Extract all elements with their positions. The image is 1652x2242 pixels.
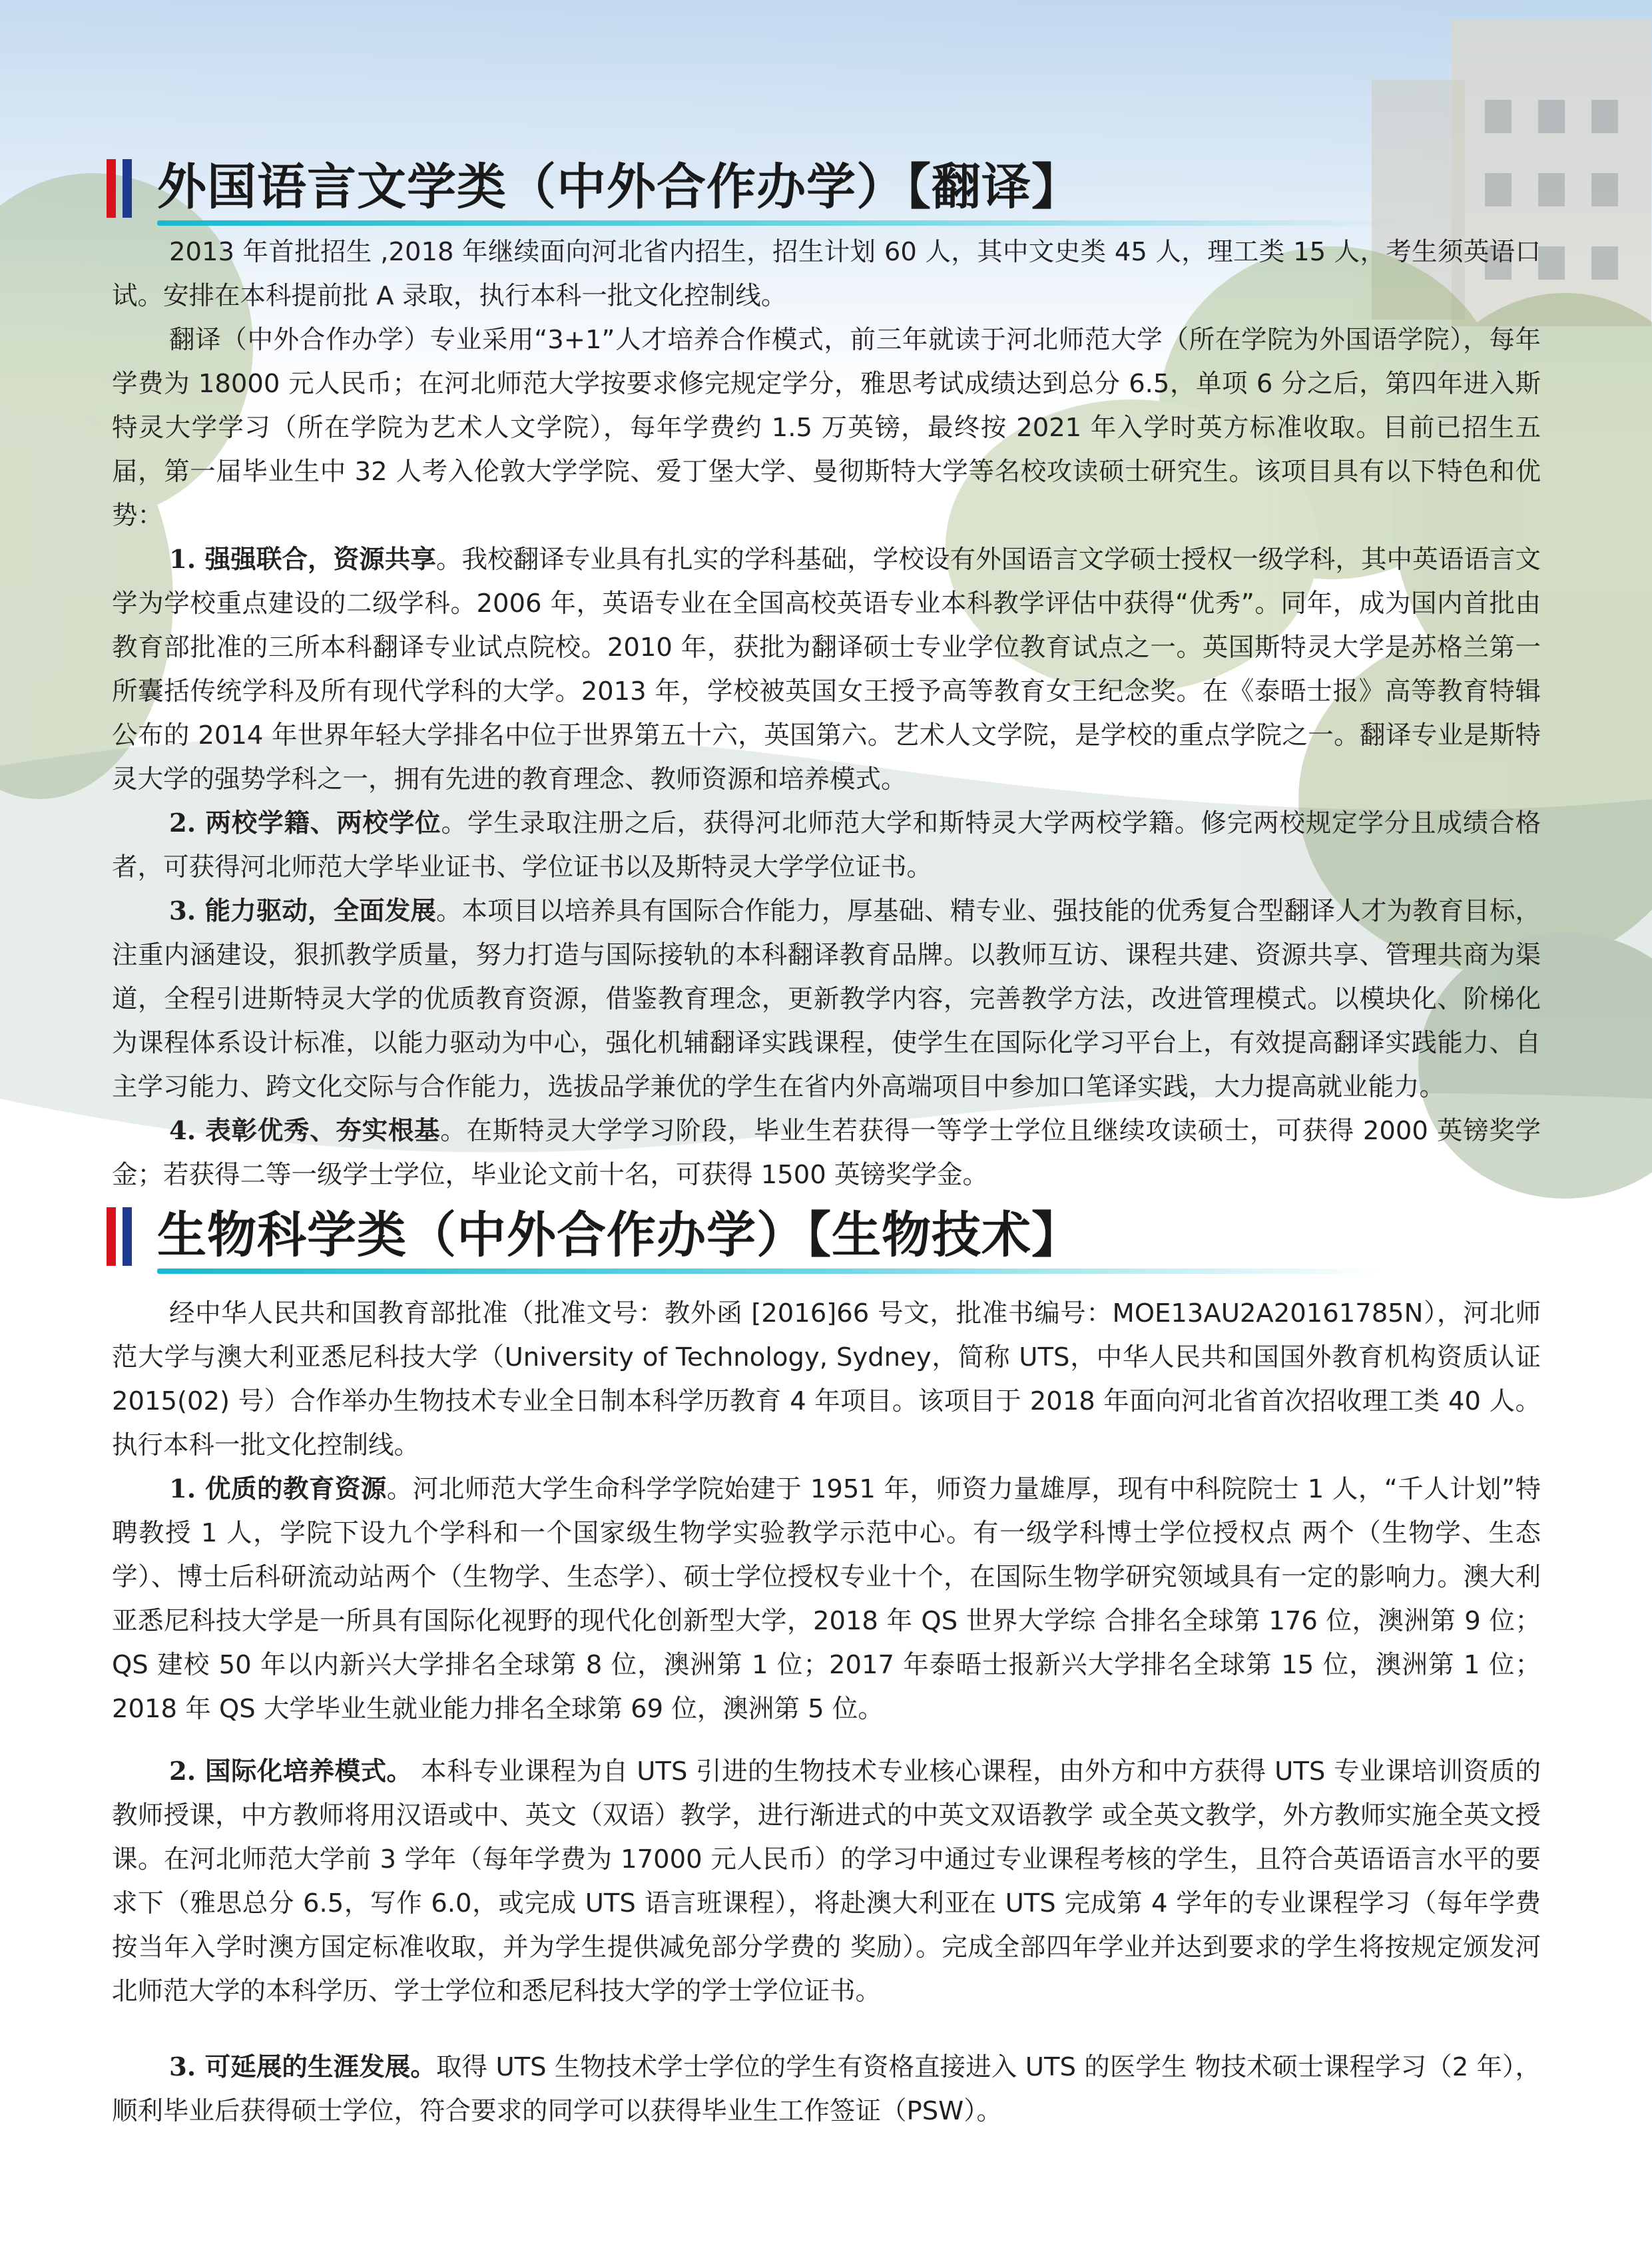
feature-title: 2. 两校学籍、两校学位 (169, 808, 441, 838)
section2-title: 生物科学类（中外合作办学）【生物技术】 (157, 1207, 1081, 1264)
section1-title-underline (157, 220, 1402, 226)
feature-text: 取得 UTS 生物技术学士学位的学生有资格直接进入 UTS 的医学生 物技术硕士课程学习（2 年），顺利毕业后获得硕士学位，符合要求的同学可以获得毕业生工作签证（PSW）。 (112, 2052, 1541, 2126)
section2-header (107, 1203, 1412, 1276)
section1-feature-2 (112, 802, 1541, 890)
section2-feature-3 (112, 2046, 1541, 2133)
red-accent-bar (107, 1207, 116, 1266)
section1-paragraph: 2013 年首批招生 ,2018 年继续面向河北省内招生，招生计划 60 人，其中文史类 45 人，理工类 15 人，考生须英语口试。安排在本科提前批 A 录取，执行本科一批文化控制线。 (112, 237, 1541, 311)
feature-title: 4. 表彰优秀、夯实根基 (169, 1116, 441, 1146)
section1-title: 外国语言文学类（中外合作办学）【翻译】 (157, 158, 1081, 216)
blue-accent-bar (123, 1207, 132, 1266)
section1-feature-3 (112, 890, 1541, 1109)
feature-title: 2. 国际化培养模式。 (169, 1757, 413, 1787)
feature-title: 3. 能力驱动，全面发展 (169, 896, 436, 926)
feature-title: 1. 优质的教育资源 (169, 1474, 387, 1504)
section1-feature-1 (112, 538, 1541, 802)
section2-paragraph: 经中华人民共和国教育部批准（批准文号：教外函 [2016]66 号文，批准书编号：MOE13AU2A20161785N），河北师范大学与澳大利亚悉尼科技大学（University of Technology, Sydney，简称 UTS，中华人民共和国国外教育机构资质认证 2015(02) 号）合作举办生物技术专业全日制本科学历教育 4 年项目。该项目于 2018 年面向河北省首次招收理工类 40 人。执行本科一批文化控制线。 (112, 1298, 1541, 1460)
section1-body (112, 230, 1541, 1197)
feature-text: 。学生录取注册之后，获得河北师范大学和斯特灵大学两校学籍。修完两校规定学分且成绩合格者，可获得河北师范大学毕业证书、学位证书以及斯特灵大学学位证书。 (112, 808, 1541, 882)
feature-text: 。本项目以培养具有国际合作能力，厚基础、精专业、强技能的优秀复合型翻译人才为教育目标，注重内涵建设，狠抓教学质量，努力打造与国际接轨的本科翻译教育品牌。以教师互访、课程共建、资源共享、管理共商为渠道，全程引进斯特灵大学的优质教育资源，借鉴教育理念，更新教学内容，完善教学方法，改进管理模式。以模块化、阶梯化为课程体系设计标准，以能力驱动为中心，强化机辅翻译实践课程，使学生在国际化学习平台上，有效提高翻译实践能力、自主学习能力、跨文化交际与合作能力，选拔品学兼优的学生在省内外高端项目中参加口笔译实践，大力提高就业能力。 (112, 896, 1541, 1102)
section1-feature-4 (112, 1109, 1541, 1197)
feature-text: 。在斯特灵大学学习阶段，毕业生若获得一等学士学位且继续攻读硕士，可获得 2000 英镑奖学金；若获得二等一级学士学位，毕业论文前十名，可获得 1500 英镑奖学金。 (112, 1116, 1541, 1190)
section2-title-underline (157, 1268, 1382, 1274)
section1-header (107, 155, 1412, 228)
blue-accent-bar (123, 159, 132, 218)
section2-feature-2 (112, 1750, 1541, 2014)
feature-text: 本科专业课程为自 UTS 引进的生物技术专业核心课程，由外方和中方获得 UTS 专业课培训资质的教师授课，中方教师将用汉语或中、英文（双语）教学，进行渐进式的中英文双语教学 或全英文教学，外方教师实施全英文授课。在河北师范大学前 3 学年（每年学费为 17000 元人民币）的学习中通过专业课程考核的学生，且符合英语语言水平的要求下（雅思总分 6.5，写作 6.0，或完成 UTS 语言班课程），将赴澳大利亚在 UTS 完成第 4 学年的专业课程学习（每年学费按当年入学时澳方国定标准收取，并为学生提供减免部分学费的 奖励）。完成全部四年学业并达到要求的学生将按规定颁发河北师范大学的本科学历、学士学位和悉尼科技大学的学士学位证书。 (112, 1757, 1541, 2006)
feature-text: 。河北师范大学生命科学学院始建于 1951 年，师资力量雄厚，现有中科院院士 1 人，“千人计划”特聘教授 1 人，学院下设九个学科和一个国家级生物学实验教学示范中心。有一级学科博士学位授权点 两个（生物学、生态学）、博士后科研流动站两个（生物学、生态学）、硕士学位授权专业十个，在国际生物学研究领域具有一定的影响力。澳大利亚悉尼科技大学是一所具有国际化视野的现代化创新型大学，2018 年 QS 世界大学综 合排名全球第 176 位，澳洲第 9 位；QS 建校 50 年以内新兴大学排名全球第 8 位，澳洲第 1 位；2017 年泰晤士报新兴大学排名全球第 15 位，澳洲第 1 位；2018 年 QS 大学毕业生就业能力排名全球第 69 位，澳洲第 5 位。 (112, 1474, 1541, 1724)
red-accent-bar (107, 159, 116, 218)
section1-paragraph: 翻译（中外合作办学）专业采用“3+1”人才培养合作模式，前三年就读于河北师范大学（所在学院为外国语学院），每年学费为 18000 元人民币；在河北师范大学按要求修完规定学分，雅思考试成绩达到总分 6.5，单项 6 分之后，第四年进入斯特灵大学学习（所在学院为艺术人文学院），每年学费约 1.5 万英镑，最终按 2021 年入学时英方标准收取。目前已招生五届，第一届毕业生中 32 人考入伦敦大学学院、爱丁堡大学、曼彻斯特大学等名校攻读硕士研究生。该项目具有以下特色和优势： (112, 325, 1541, 531)
feature-title: 1. 强强联合，资源共享 (169, 545, 436, 575)
feature-title: 3. 可延展的生涯发展。 (169, 2052, 436, 2082)
feature-text: 。我校翻译专业具有扎实的学科基础，学校设有外国语言文学硕士授权一级学科，其中英语语言文学为学校重点建设的二级学科。2006 年，英语专业在全国高校英语专业本科教学评估中获得“优秀”。同年，成为国内首批由教育部批准的三所本科翻译专业试点院校。2010 年，获批为翻译硕士专业学位教育试点之一。英国斯特灵大学是苏格兰第一所囊括传统学科及所有现代学科的大学。2013 年，学校被英国女王授予高等教育女王纪念奖。在《泰晤士报》高等教育特辑公布的 2014 年世界年轻大学排名中位于世界第五十六，英国第六。艺术人文学院，是学校的重点学院之一。翻译专业是斯特灵大学的强势学科之一，拥有先进的教育理念、教师资源和培养模式。 (112, 545, 1541, 794)
section2-body (112, 1292, 1541, 2133)
section2-feature-1 (112, 1468, 1541, 1731)
